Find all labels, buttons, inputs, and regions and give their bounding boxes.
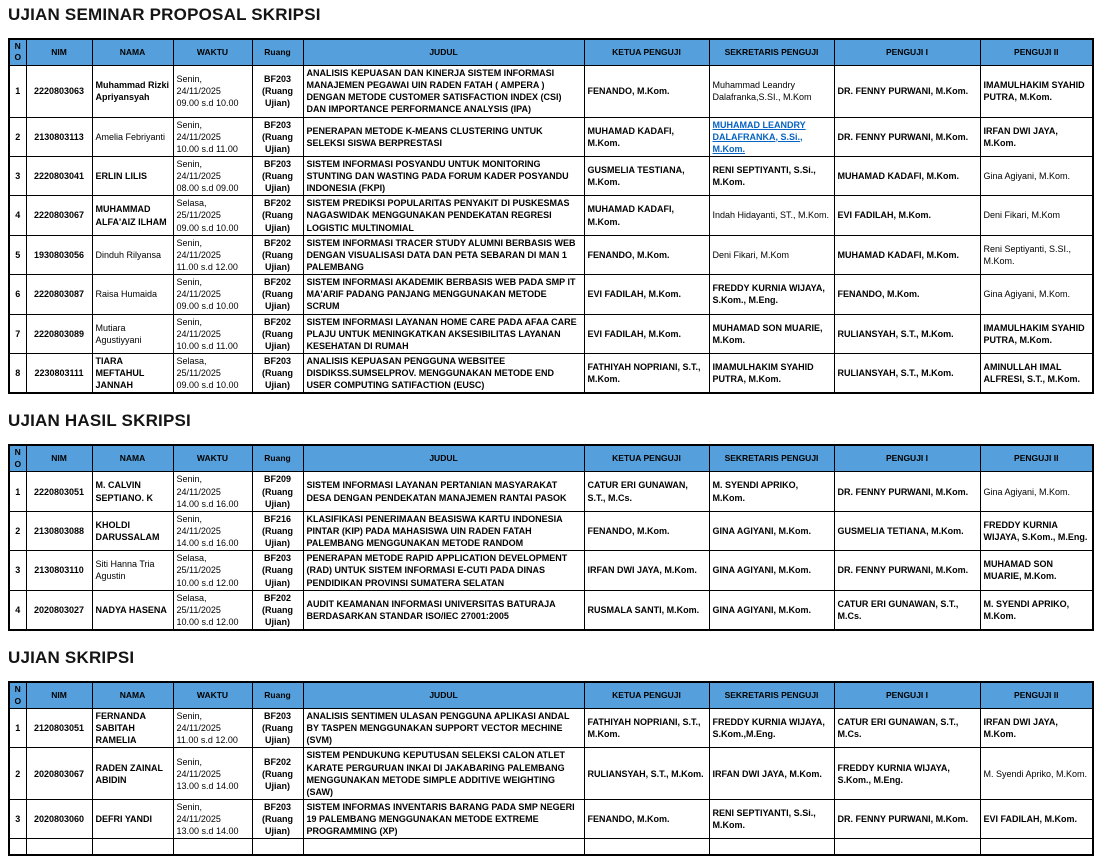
student-name-cell: MUHAMMAD ALFA'AIZ ILHAM xyxy=(92,196,173,235)
table-row xyxy=(9,551,1093,590)
column-header-penguji1: PENGUJI I xyxy=(834,39,980,65)
exam-time-cell: Selasa, 25/11/2025 09.00 s.d 10.00 xyxy=(173,196,252,235)
row-number-cell: 3 xyxy=(9,156,26,195)
column-header-ruang: Ruang xyxy=(252,39,303,65)
exam-time-cell: Selasa, 25/11/2025 10.00 s.d 12.00 xyxy=(173,590,252,630)
row-number-cell: 4 xyxy=(9,196,26,235)
exam-room-cell: BF202 (Ruang Ujian) xyxy=(252,275,303,314)
exam-table-seminar-proposal xyxy=(8,38,1094,394)
examiner-1-cell: MUHAMAD KADAFI, M.Kom. xyxy=(834,156,980,195)
student-name-cell: Amelia Febriyanti xyxy=(92,117,173,156)
column-header-penguji2: PENGUJI II xyxy=(980,682,1093,708)
student-name-cell: Muhammad Rizki Apriyansyah xyxy=(92,65,173,117)
examiner-2-cell: Gina Agiyani, M.Kom. xyxy=(980,156,1093,195)
student-nim-cell: 2220803041 xyxy=(26,156,92,195)
exam-time-cell: Selasa, 25/11/2025 10.00 s.d 12.00 xyxy=(173,551,252,590)
column-header-penguji1: PENGUJI I xyxy=(834,445,980,471)
section-title-seminar-proposal: UJIAN SEMINAR PROPOSAL SKRIPSI xyxy=(8,5,321,24)
chief-examiner-cell: GUSMELIA TESTIANA, M.Kom. xyxy=(584,156,709,195)
secretary-examiner-cell: IRFAN DWI JAYA, M.Kom. xyxy=(709,748,834,800)
examiner-2-cell: FREDDY KURNIA WIJAYA, S.Kom., M.Eng. xyxy=(980,511,1093,550)
exam-room-cell: BF203 (Ruang Ujian) xyxy=(252,709,303,748)
thesis-title-cell: ANALISIS KEPUASAN DAN KINERJA SISTEM INFORMASI MANAJEMEN PEGAWAI UIN RADEN FATAH ( AMPERA ) DENGAN METODE CUSTOMER SATISFACTION INDEX (CSI) DAN IMPORTANCE PERFORMANCE ANALYSIS (IPA) xyxy=(303,65,584,117)
exam-room-cell: BF202 (Ruang Ujian) xyxy=(252,590,303,630)
empty-cell xyxy=(980,839,1093,855)
student-nim-cell: 2220803051 xyxy=(26,472,92,511)
examiner-1-cell: GUSMELIA TETIANA, M.Kom. xyxy=(834,511,980,550)
table-row xyxy=(9,748,1093,800)
thesis-title-cell: ANALISIS KEPUASAN PENGGUNA WEBSITEE DISDIKSS.SUMSELPROV. MENGGUNAKAN METODE END USER COMPUTING SATIFACTION (EUSC) xyxy=(303,354,584,394)
examiner-1-cell: FREDDY KURNIA WIJAYA, S.Kom., M.Eng. xyxy=(834,748,980,800)
column-header-nim: NIM xyxy=(26,445,92,471)
row-number-cell: 1 xyxy=(9,65,26,117)
student-name-cell: KHOLDI DARUSSALAM xyxy=(92,511,173,550)
examiner-2-cell: MUHAMAD SON MUARIE, M.Kom. xyxy=(980,551,1093,590)
chief-examiner-cell: FENANDO, M.Kom. xyxy=(584,65,709,117)
examiner-2-cell: IRFAN DWI JAYA, M.Kom. xyxy=(980,709,1093,748)
empty-cell xyxy=(252,839,303,855)
chief-examiner-cell: EVI FADILAH, M.Kom. xyxy=(584,314,709,353)
row-number-cell: 2 xyxy=(9,117,26,156)
column-header-sekretaris: SEKRETARIS PENGUJI xyxy=(709,39,834,65)
exam-time-cell: Senin, 24/11/2025 08.00 s.d 09.00 xyxy=(173,156,252,195)
exam-room-cell: BF209 (Ruang Ujian) xyxy=(252,472,303,511)
row-number-cell: 4 xyxy=(9,590,26,630)
exam-time-cell: Senin, 24/11/2025 11.00 s.d 12.00 xyxy=(173,709,252,748)
empty-cell xyxy=(173,839,252,855)
chief-examiner-cell: FATHIYAH NOPRIANI, S.T., M.Kom. xyxy=(584,709,709,748)
exam-time-cell: Senin, 24/11/2025 14.00 s.d 16.00 xyxy=(173,511,252,550)
chief-examiner-cell: IRFAN DWI JAYA, M.Kom. xyxy=(584,551,709,590)
header-row xyxy=(9,682,1093,708)
secretary-examiner-cell: GINA AGIYANI, M.Kom. xyxy=(709,590,834,630)
column-header-judul: JUDUL xyxy=(303,445,584,471)
column-header-ketua: KETUA PENGUJI xyxy=(584,682,709,708)
column-header-ruang: Ruang xyxy=(252,682,303,708)
column-header-ketua: KETUA PENGUJI xyxy=(584,445,709,471)
examiner-1-cell: FENANDO, M.Kom. xyxy=(834,275,980,314)
examiner-2-cell: Deni Fikari, M.Kom xyxy=(980,196,1093,235)
student-name-cell: NADYA HASENA xyxy=(92,590,173,630)
exam-table-ujian-skripsi xyxy=(8,681,1094,856)
column-header-ruang: Ruang xyxy=(252,445,303,471)
exam-room-cell: BF202 (Ruang Ujian) xyxy=(252,196,303,235)
exam-room-cell: BF203 (Ruang Ujian) xyxy=(252,156,303,195)
examiner-2-cell: Gina Agiyani, M.Kom. xyxy=(980,275,1093,314)
row-number-cell: 7 xyxy=(9,314,26,353)
student-nim-cell: 2020803060 xyxy=(26,800,92,839)
thesis-title-cell: KLASIFIKASI PENERIMAAN BEASISWA KARTU INDONESIA PINTAR (KIP) PADA MAHASISWA UIN RADEN FATAH PALEMBANG MENGGUNAKAN METODE RANDOM xyxy=(303,511,584,550)
exam-room-cell: BF203 (Ruang Ujian) xyxy=(252,551,303,590)
student-nim-cell: 2220803089 xyxy=(26,314,92,353)
student-nim-cell: 2130803113 xyxy=(26,117,92,156)
exam-time-cell: Senin, 24/11/2025 13.00 s.d 14.00 xyxy=(173,748,252,800)
thesis-title-cell: PENERAPAN METODE RAPID APPLICATION DEVELOPMENT (RAD) UNTUK SISTEM INFORMASI E-CUTI PADA DINAS PENDIDIKAN PROVINSI SUMATERA SELATAN xyxy=(303,551,584,590)
examiner-2-cell: AMINULLAH IMAL ALFRESI, S.T., M.Kom. xyxy=(980,354,1093,394)
exam-time-cell: Senin, 24/11/2025 10.00 s.d 11.00 xyxy=(173,117,252,156)
column-header-penguji2: PENGUJI II xyxy=(980,445,1093,471)
secretary-examiner-cell: FREDDY KURNIA WIJAYA, S.Kom.,M.Eng. xyxy=(709,709,834,748)
column-header-nim: NIM xyxy=(26,39,92,65)
secretary-examiner-cell: Indah Hidayanti, ST., M.Kom. xyxy=(709,196,834,235)
examiner-1-cell: RULIANSYAH, S.T., M.Kom. xyxy=(834,354,980,394)
student-name-cell: DEFRI YANDI xyxy=(92,800,173,839)
student-nim-cell: 2020803027 xyxy=(26,590,92,630)
chief-examiner-cell: FENANDO, M.Kom. xyxy=(584,235,709,274)
column-header-ketua: KETUA PENGUJI xyxy=(584,39,709,65)
exam-room-cell: BF203 (Ruang Ujian) xyxy=(252,117,303,156)
section-seminar-proposal xyxy=(8,5,1099,394)
exam-room-cell: BF203 (Ruang Ujian) xyxy=(252,800,303,839)
column-header-sekretaris: SEKRETARIS PENGUJI xyxy=(709,445,834,471)
column-header-penguji1: PENGUJI I xyxy=(834,682,980,708)
exam-room-cell: BF216 (Ruang Ujian) xyxy=(252,511,303,550)
examiner-2-cell: IRFAN DWI JAYA, M.Kom. xyxy=(980,117,1093,156)
chief-examiner-cell: FENANDO, M.Kom. xyxy=(584,511,709,550)
column-header-judul: JUDUL xyxy=(303,682,584,708)
row-number-cell: 1 xyxy=(9,709,26,748)
examiner-1-cell: DR. FENNY PURWANI, M.Kom. xyxy=(834,800,980,839)
row-number-cell: 3 xyxy=(9,800,26,839)
table-row xyxy=(9,235,1093,274)
table-row xyxy=(9,196,1093,235)
header-row xyxy=(9,445,1093,471)
examiner-1-cell: DR. FENNY PURWANI, M.Kom. xyxy=(834,117,980,156)
exam-time-cell: Selasa, 25/11/2025 09.00 s.d 10.00 xyxy=(173,354,252,394)
row-number-cell: 3 xyxy=(9,551,26,590)
exam-room-cell: BF202 (Ruang Ujian) xyxy=(252,314,303,353)
thesis-title-cell: SISTEM INFORMASI LAYANAN PERTANIAN MASYARAKAT DESA DENGAN PENDEKATAN MANAJEMEN RANTAI PASOK xyxy=(303,472,584,511)
student-nim-cell: 2020803067 xyxy=(26,748,92,800)
empty-cell xyxy=(26,839,92,855)
student-name-cell: TIARA MEFTAHUL JANNAH xyxy=(92,354,173,394)
row-number-cell: 1 xyxy=(9,472,26,511)
column-header-no: NO xyxy=(9,445,26,471)
thesis-title-cell: SISTEM PREDIKSI POPULARITAS PENYAKIT DI PUSKESMAS NAGASWIDAK MENGGUNAKAN PENDEKATAN REGRESI LOGISTIC MULTINOMIAL xyxy=(303,196,584,235)
section-hasil-skripsi xyxy=(8,411,1099,631)
empty-cell xyxy=(303,839,584,855)
table-row xyxy=(9,709,1093,748)
secretary-examiner-cell: Deni Fikari, M.Kom xyxy=(709,235,834,274)
empty-cell xyxy=(834,839,980,855)
row-number-cell: 6 xyxy=(9,275,26,314)
row-number-cell: 2 xyxy=(9,511,26,550)
chief-examiner-cell: RUSMALA SANTI, M.Kom. xyxy=(584,590,709,630)
student-name-cell: FERNANDA SABITAH RAMELIA xyxy=(92,709,173,748)
student-nim-cell: 2230803111 xyxy=(26,354,92,394)
examiner-2-cell: IMAMULHAKIM SYAHID PUTRA, M.Kom. xyxy=(980,314,1093,353)
student-name-cell: Dinduh Rilyansa xyxy=(92,235,173,274)
partial-empty-row xyxy=(9,839,1093,855)
table-row xyxy=(9,511,1093,550)
section-title-ujian-skripsi: UJIAN SKRIPSI xyxy=(8,648,135,668)
empty-cell xyxy=(9,839,26,855)
exam-time-cell: Senin, 24/11/2025 11.00 s.d 12.00 xyxy=(173,235,252,274)
thesis-title-cell: PENERAPAN METODE K-MEANS CLUSTERING UNTUK SELEKSI SISWA BERPRESTASI xyxy=(303,117,584,156)
secretary-examiner-cell xyxy=(709,117,834,156)
chief-examiner-cell: FENANDO, M.Kom. xyxy=(584,800,709,839)
chief-examiner-cell: RULIANSYAH, S.T., M.Kom. xyxy=(584,748,709,800)
student-name-cell: Siti Hanna Tria Agustin xyxy=(92,551,173,590)
examiner-2-cell: M. SYENDI APRIKO, M.Kom. xyxy=(980,590,1093,630)
examiner-2-cell: EVI FADILAH, M.Kom. xyxy=(980,800,1093,839)
exam-time-cell: Senin, 24/11/2025 10.00 s.d 11.00 xyxy=(173,314,252,353)
exam-room-cell: BF202 (Ruang Ujian) xyxy=(252,748,303,800)
secretary-examiner-cell: RENI SEPTIYANTI, S.Si., M.Kom. xyxy=(709,800,834,839)
exam-time-cell: Senin, 24/11/2025 13.00 s.d 14.00 xyxy=(173,800,252,839)
student-nim-cell: 2130803088 xyxy=(26,511,92,550)
chief-examiner-cell: FATHIYAH NOPRIANI, S.T., M.Kom. xyxy=(584,354,709,394)
exam-table-hasil-skripsi xyxy=(8,444,1094,631)
secretary-examiner-cell: FREDDY KURNIA WIJAYA, S.Kom., M.Eng. xyxy=(709,275,834,314)
examiner-2-cell: M. Syendi Apriko, M.Kom. xyxy=(980,748,1093,800)
exam-time-cell: Senin, 24/11/2025 09.00 s.d 10.00 xyxy=(173,275,252,314)
secretary-examiner-cell: GINA AGIYANI, M.Kom. xyxy=(709,551,834,590)
column-header-nama: NAMA xyxy=(92,39,173,65)
examiner-1-cell: RULIANSYAH, S.T., M.Kom. xyxy=(834,314,980,353)
row-number-cell: 8 xyxy=(9,354,26,394)
column-header-nama: NAMA xyxy=(92,682,173,708)
chief-examiner-cell: EVI FADILAH, M.Kom. xyxy=(584,275,709,314)
section-title-hasil-skripsi: UJIAN HASIL SKRIPSI xyxy=(8,411,191,431)
secretary-examiner-link[interactable]: MUHAMAD LEANDRY DALAFRANKA, S.Si., M.Kom. xyxy=(712,119,806,154)
examiner-1-cell: DR. FENNY PURWANI, M.Kom. xyxy=(834,551,980,590)
examiner-2-cell: IMAMULHAKIM SYAHID PUTRA, M.Kom. xyxy=(980,65,1093,117)
table-row xyxy=(9,590,1093,630)
column-header-waktu: WAKTU xyxy=(173,445,252,471)
table-row xyxy=(9,314,1093,353)
table-row xyxy=(9,65,1093,117)
column-header-nim: NIM xyxy=(26,682,92,708)
empty-cell xyxy=(584,839,709,855)
thesis-title-cell: SISTEM INFORMASI AKADEMIK BERBASIS WEB PADA SMP IT MA'ARIF PADANG PANJANG MENGGUNAKAN METODE SCRUM xyxy=(303,275,584,314)
exam-time-cell: Senin, 24/11/2025 14.00 s.d 16.00 xyxy=(173,472,252,511)
examiner-2-cell: Gina Agiyani, M.Kom. xyxy=(980,472,1093,511)
exam-room-cell: BF203 (Ruang Ujian) xyxy=(252,354,303,394)
column-header-judul: JUDUL xyxy=(303,39,584,65)
thesis-title-cell: AUDIT KEAMANAN INFORMASI UNIVERSITAS BATURAJA BERDASARKAN STANDAR ISO/IEC 27001:2005 xyxy=(303,590,584,630)
thesis-title-cell: SISTEM INFORMASI POSYANDU UNTUK MONITORING STUNTING DAN WASTING PADA FORUM KADER POSYANDU INDONESIA (FKPI) xyxy=(303,156,584,195)
chief-examiner-cell: CATUR ERI GUNAWAN, S.T., M.Cs. xyxy=(584,472,709,511)
secretary-examiner-cell: RENI SEPTIYANTI, S.Si., M.Kom. xyxy=(709,156,834,195)
student-name-cell: ERLIN LILIS xyxy=(92,156,173,195)
student-nim-cell: 2220803067 xyxy=(26,196,92,235)
header-row xyxy=(9,39,1093,65)
student-nim-cell: 1930803056 xyxy=(26,235,92,274)
thesis-title-cell: SISTEM INFORMASI TRACER STUDY ALUMNI BERBASIS WEB DENGAN VISUALISASI DATA DAN PETA SEBARAN DI MAN 1 PALEMBANG xyxy=(303,235,584,274)
table-row xyxy=(9,156,1093,195)
student-name-cell: M. CALVIN SEPTIANO. K xyxy=(92,472,173,511)
thesis-title-cell: SISTEM INFORMAS INVENTARIS BARANG PADA SMP NEGERI 19 PALEMBANG MENGGUNAKAN METODE EXTREME PROGRAMMING (XP) xyxy=(303,800,584,839)
student-name-cell: Mutiara Agustiyyani xyxy=(92,314,173,353)
table-row xyxy=(9,800,1093,839)
student-nim-cell: 2130803110 xyxy=(26,551,92,590)
student-nim-cell: 2120803051 xyxy=(26,709,92,748)
table-row xyxy=(9,117,1093,156)
column-header-penguji2: PENGUJI II xyxy=(980,39,1093,65)
column-header-waktu: WAKTU xyxy=(173,682,252,708)
secretary-examiner-cell: IMAMULHAKIM SYAHID PUTRA, M.Kom. xyxy=(709,354,834,394)
examiner-1-cell: MUHAMAD KADAFI, M.Kom. xyxy=(834,235,980,274)
student-name-cell: Raisa Humaida xyxy=(92,275,173,314)
thesis-title-cell: ANALISIS SENTIMEN ULASAN PENGGUNA APLIKASI ANDAL BY TASPEN MENGGUNAKAN SUPPORT VECTOR MECHINE (SVM) xyxy=(303,709,584,748)
table-row xyxy=(9,275,1093,314)
table-row xyxy=(9,354,1093,394)
exam-room-cell: BF202 (Ruang Ujian) xyxy=(252,235,303,274)
section-ujian-skripsi xyxy=(8,648,1099,856)
thesis-title-cell: SISTEM PENDUKUNG KEPUTUSAN SELEKSI CALON ATLET KARATE PERGURUAN INKAI DI JAKABARING PALEMBANG MENGGUNAKAN METODE SIMPLE ADDITIVE WEIGHTING (SAW) xyxy=(303,748,584,800)
column-header-sekretaris: SEKRETARIS PENGUJI xyxy=(709,682,834,708)
secretary-examiner-cell: MUHAMAD SON MUARIE, M.Kom. xyxy=(709,314,834,353)
secretary-examiner-cell: Muhammad Leandry Dalafranka,S.SI., M.Kom xyxy=(709,65,834,117)
student-nim-cell: 2220803063 xyxy=(26,65,92,117)
examiner-1-cell: DR. FENNY PURWANI, M.Kom. xyxy=(834,472,980,511)
column-header-waktu: WAKTU xyxy=(173,39,252,65)
empty-cell xyxy=(709,839,834,855)
student-nim-cell: 2220803087 xyxy=(26,275,92,314)
empty-cell xyxy=(92,839,173,855)
column-header-no: NO xyxy=(9,682,26,708)
column-header-nama: NAMA xyxy=(92,445,173,471)
exam-time-cell: Senin, 24/11/2025 09.00 s.d 10.00 xyxy=(173,65,252,117)
chief-examiner-cell: MUHAMAD KADAFI, M.Kom. xyxy=(584,196,709,235)
column-header-no: NO xyxy=(9,39,26,65)
table-row xyxy=(9,472,1093,511)
thesis-title-cell: SISTEM INFORMASI LAYANAN HOME CARE PADA AFAA CARE PLAJU UNTUK MENINGKATKAN AKSESIBILITAS LAYANAN KESEHATAN DI RUMAH xyxy=(303,314,584,353)
student-name-cell: RADEN ZAINAL ABIDIN xyxy=(92,748,173,800)
exam-room-cell: BF203 (Ruang Ujian) xyxy=(252,65,303,117)
examiner-1-cell: EVI FADILAH, M.Kom. xyxy=(834,196,980,235)
examiner-1-cell: CATUR ERI GUNAWAN, S.T., M.Cs. xyxy=(834,709,980,748)
secretary-examiner-cell: M. SYENDI APRIKO, M.Kom. xyxy=(709,472,834,511)
secretary-examiner-cell: GINA AGIYANI, M.Kom. xyxy=(709,511,834,550)
row-number-cell: 5 xyxy=(9,235,26,274)
row-number-cell: 2 xyxy=(9,748,26,800)
chief-examiner-cell: MUHAMAD KADAFI, M.Kom. xyxy=(584,117,709,156)
examiner-2-cell: Reni Septiyanti, S.SI., M.Kom. xyxy=(980,235,1093,274)
examiner-1-cell: DR. FENNY PURWANI, M.Kom. xyxy=(834,65,980,117)
examiner-1-cell: CATUR ERI GUNAWAN, S.T., M.Cs. xyxy=(834,590,980,630)
